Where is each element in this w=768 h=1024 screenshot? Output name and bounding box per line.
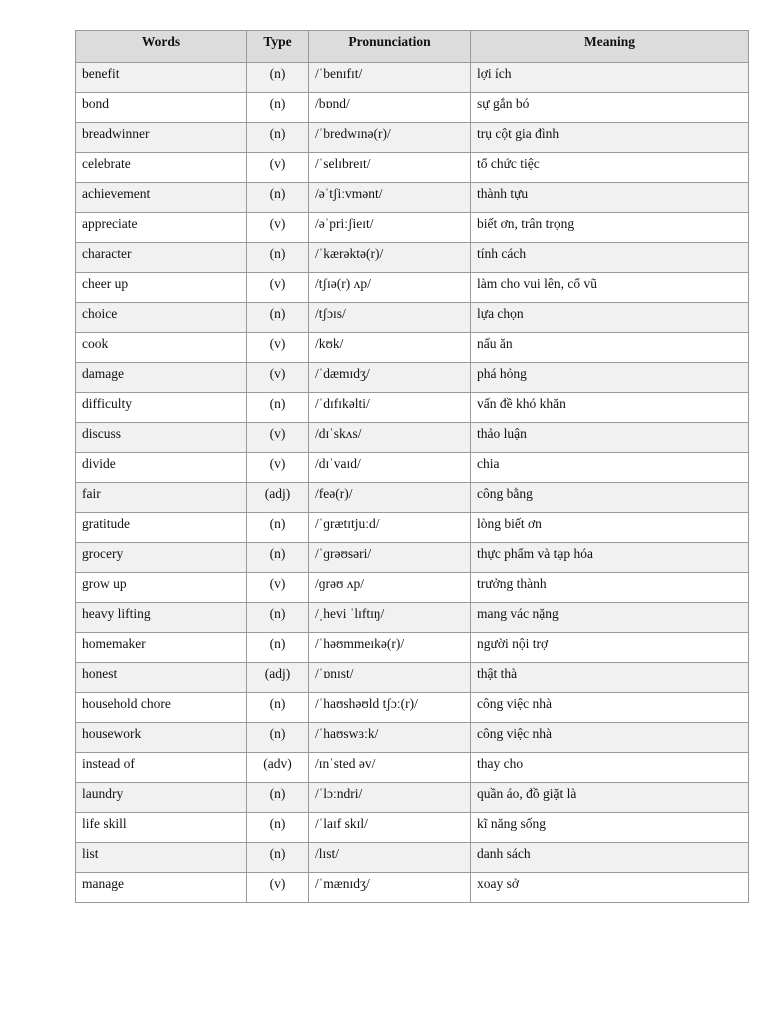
type-cell: (adj) bbox=[247, 483, 309, 513]
meaning-cell: thực phẩm và tạp hóa bbox=[471, 543, 749, 573]
table-row bbox=[76, 393, 749, 423]
meaning-cell: thay cho bbox=[471, 753, 749, 783]
pronunciation-cell: /əˈtʃiːvmənt/ bbox=[309, 183, 471, 213]
word-cell: fair bbox=[76, 483, 247, 513]
pronunciation-cell: /ˈselɪbreɪt/ bbox=[309, 153, 471, 183]
word-cell: laundry bbox=[76, 783, 247, 813]
word-cell: heavy lifting bbox=[76, 603, 247, 633]
word-cell: achievement bbox=[76, 183, 247, 213]
table-row bbox=[76, 453, 749, 483]
type-cell: (n) bbox=[247, 603, 309, 633]
header-words: Words bbox=[76, 31, 247, 63]
word-cell: grow up bbox=[76, 573, 247, 603]
meaning-cell: lựa chọn bbox=[471, 303, 749, 333]
table-row bbox=[76, 603, 749, 633]
table-row bbox=[76, 873, 749, 903]
pronunciation-cell: /ˈhaʊswɜːk/ bbox=[309, 723, 471, 753]
word-cell: celebrate bbox=[76, 153, 247, 183]
header-meaning: Meaning bbox=[471, 31, 749, 63]
word-cell: benefit bbox=[76, 63, 247, 93]
type-cell: (n) bbox=[247, 843, 309, 873]
meaning-cell: xoay sở bbox=[471, 873, 749, 903]
pronunciation-cell: /ˈbredwɪnə(r)/ bbox=[309, 123, 471, 153]
type-cell: (n) bbox=[247, 813, 309, 843]
word-cell: choice bbox=[76, 303, 247, 333]
table-row bbox=[76, 843, 749, 873]
type-cell: (v) bbox=[247, 423, 309, 453]
type-cell: (v) bbox=[247, 453, 309, 483]
pronunciation-cell: /feə(r)/ bbox=[309, 483, 471, 513]
word-cell: manage bbox=[76, 873, 247, 903]
table-row bbox=[76, 723, 749, 753]
pronunciation-cell: /ˌhevi ˈlɪftɪŋ/ bbox=[309, 603, 471, 633]
word-cell: difficulty bbox=[76, 393, 247, 423]
word-cell: character bbox=[76, 243, 247, 273]
pronunciation-cell: /ˈɡrəʊsəri/ bbox=[309, 543, 471, 573]
pronunciation-cell: /ˈbenɪfɪt/ bbox=[309, 63, 471, 93]
table-row bbox=[76, 753, 749, 783]
meaning-cell: thật thà bbox=[471, 663, 749, 693]
header-type: Type bbox=[247, 31, 309, 63]
word-cell: grocery bbox=[76, 543, 247, 573]
table-row bbox=[76, 63, 749, 93]
meaning-cell: thành tựu bbox=[471, 183, 749, 213]
word-cell: breadwinner bbox=[76, 123, 247, 153]
word-cell: gratitude bbox=[76, 513, 247, 543]
word-cell: instead of bbox=[76, 753, 247, 783]
meaning-cell: thảo luận bbox=[471, 423, 749, 453]
meaning-cell: quần áo, đồ giặt là bbox=[471, 783, 749, 813]
pronunciation-cell: /ˈdɪfɪkəlti/ bbox=[309, 393, 471, 423]
type-cell: (n) bbox=[247, 243, 309, 273]
type-cell: (v) bbox=[247, 213, 309, 243]
meaning-cell: nấu ăn bbox=[471, 333, 749, 363]
pronunciation-cell: /ˈhaʊshəʊld tʃɔː(r)/ bbox=[309, 693, 471, 723]
meaning-cell: công việc nhà bbox=[471, 693, 749, 723]
pronunciation-cell: /ɪnˈsted əv/ bbox=[309, 753, 471, 783]
pronunciation-cell: /ɡrəʊ ʌp/ bbox=[309, 573, 471, 603]
table-body bbox=[76, 63, 749, 903]
table-row bbox=[76, 303, 749, 333]
table-row bbox=[76, 693, 749, 723]
meaning-cell: làm cho vui lên, cổ vũ bbox=[471, 273, 749, 303]
vocabulary-table bbox=[75, 30, 749, 903]
header-pronunciation: Pronunciation bbox=[309, 31, 471, 63]
table-row bbox=[76, 663, 749, 693]
pronunciation-cell: /ˈhəʊmmeɪkə(r)/ bbox=[309, 633, 471, 663]
word-cell: bond bbox=[76, 93, 247, 123]
type-cell: (v) bbox=[247, 153, 309, 183]
type-cell: (adv) bbox=[247, 753, 309, 783]
pronunciation-cell: /ˈɒnɪst/ bbox=[309, 663, 471, 693]
word-cell: honest bbox=[76, 663, 247, 693]
type-cell: (adj) bbox=[247, 663, 309, 693]
pronunciation-cell: /ˈkærəktə(r)/ bbox=[309, 243, 471, 273]
type-cell: (n) bbox=[247, 513, 309, 543]
meaning-cell: kĩ năng sống bbox=[471, 813, 749, 843]
pronunciation-cell: /ˈlɔːndri/ bbox=[309, 783, 471, 813]
table-row bbox=[76, 123, 749, 153]
meaning-cell: tính cách bbox=[471, 243, 749, 273]
type-cell: (v) bbox=[247, 333, 309, 363]
pronunciation-cell: /ˈɡrætɪtjuːd/ bbox=[309, 513, 471, 543]
word-cell: cook bbox=[76, 333, 247, 363]
table-row bbox=[76, 243, 749, 273]
type-cell: (n) bbox=[247, 543, 309, 573]
word-cell: divide bbox=[76, 453, 247, 483]
table-row bbox=[76, 633, 749, 663]
meaning-cell: sự gắn bó bbox=[471, 93, 749, 123]
pronunciation-cell: /dɪˈvaɪd/ bbox=[309, 453, 471, 483]
meaning-cell: vấn đề khó khăn bbox=[471, 393, 749, 423]
pronunciation-cell: /tʃɔɪs/ bbox=[309, 303, 471, 333]
type-cell: (n) bbox=[247, 93, 309, 123]
meaning-cell: danh sách bbox=[471, 843, 749, 873]
pronunciation-cell: /lɪst/ bbox=[309, 843, 471, 873]
type-cell: (n) bbox=[247, 123, 309, 153]
type-cell: (n) bbox=[247, 693, 309, 723]
table-row bbox=[76, 813, 749, 843]
table-row bbox=[76, 783, 749, 813]
table-header bbox=[76, 31, 749, 63]
meaning-cell: chia bbox=[471, 453, 749, 483]
meaning-cell: trụ cột gia đình bbox=[471, 123, 749, 153]
pronunciation-cell: /tʃɪə(r) ʌp/ bbox=[309, 273, 471, 303]
type-cell: (v) bbox=[247, 573, 309, 603]
meaning-cell: tổ chức tiệc bbox=[471, 153, 749, 183]
type-cell: (v) bbox=[247, 273, 309, 303]
word-cell: household chore bbox=[76, 693, 247, 723]
meaning-cell: công việc nhà bbox=[471, 723, 749, 753]
table-row bbox=[76, 183, 749, 213]
table-row bbox=[76, 543, 749, 573]
type-cell: (v) bbox=[247, 873, 309, 903]
meaning-cell: công bằng bbox=[471, 483, 749, 513]
pronunciation-cell: /ˈmænɪdʒ/ bbox=[309, 873, 471, 903]
meaning-cell: trưởng thành bbox=[471, 573, 749, 603]
type-cell: (n) bbox=[247, 63, 309, 93]
table-row bbox=[76, 333, 749, 363]
meaning-cell: lòng biết ơn bbox=[471, 513, 749, 543]
table-row bbox=[76, 213, 749, 243]
word-cell: discuss bbox=[76, 423, 247, 453]
meaning-cell: phá hỏng bbox=[471, 363, 749, 393]
word-cell: cheer up bbox=[76, 273, 247, 303]
table-row bbox=[76, 273, 749, 303]
meaning-cell: người nội trợ bbox=[471, 633, 749, 663]
word-cell: homemaker bbox=[76, 633, 247, 663]
type-cell: (n) bbox=[247, 303, 309, 333]
type-cell: (v) bbox=[247, 363, 309, 393]
pronunciation-cell: /bɒnd/ bbox=[309, 93, 471, 123]
meaning-cell: biết ơn, trân trọng bbox=[471, 213, 749, 243]
type-cell: (n) bbox=[247, 393, 309, 423]
table-row bbox=[76, 93, 749, 123]
table-row bbox=[76, 483, 749, 513]
table-row bbox=[76, 573, 749, 603]
table-row bbox=[76, 423, 749, 453]
type-cell: (n) bbox=[247, 183, 309, 213]
type-cell: (n) bbox=[247, 783, 309, 813]
header-row bbox=[76, 31, 749, 63]
table-row bbox=[76, 153, 749, 183]
pronunciation-cell: /ˈdæmɪdʒ/ bbox=[309, 363, 471, 393]
word-cell: housework bbox=[76, 723, 247, 753]
type-cell: (n) bbox=[247, 723, 309, 753]
meaning-cell: mang vác nặng bbox=[471, 603, 749, 633]
pronunciation-cell: /kʊk/ bbox=[309, 333, 471, 363]
meaning-cell: lợi ích bbox=[471, 63, 749, 93]
word-cell: list bbox=[76, 843, 247, 873]
word-cell: damage bbox=[76, 363, 247, 393]
pronunciation-cell: /dɪˈskʌs/ bbox=[309, 423, 471, 453]
word-cell: life skill bbox=[76, 813, 247, 843]
pronunciation-cell: /əˈpriːʃieɪt/ bbox=[309, 213, 471, 243]
table-row bbox=[76, 363, 749, 393]
table-row bbox=[76, 513, 749, 543]
word-cell: appreciate bbox=[76, 213, 247, 243]
type-cell: (n) bbox=[247, 633, 309, 663]
pronunciation-cell: /ˈlaɪf skɪl/ bbox=[309, 813, 471, 843]
